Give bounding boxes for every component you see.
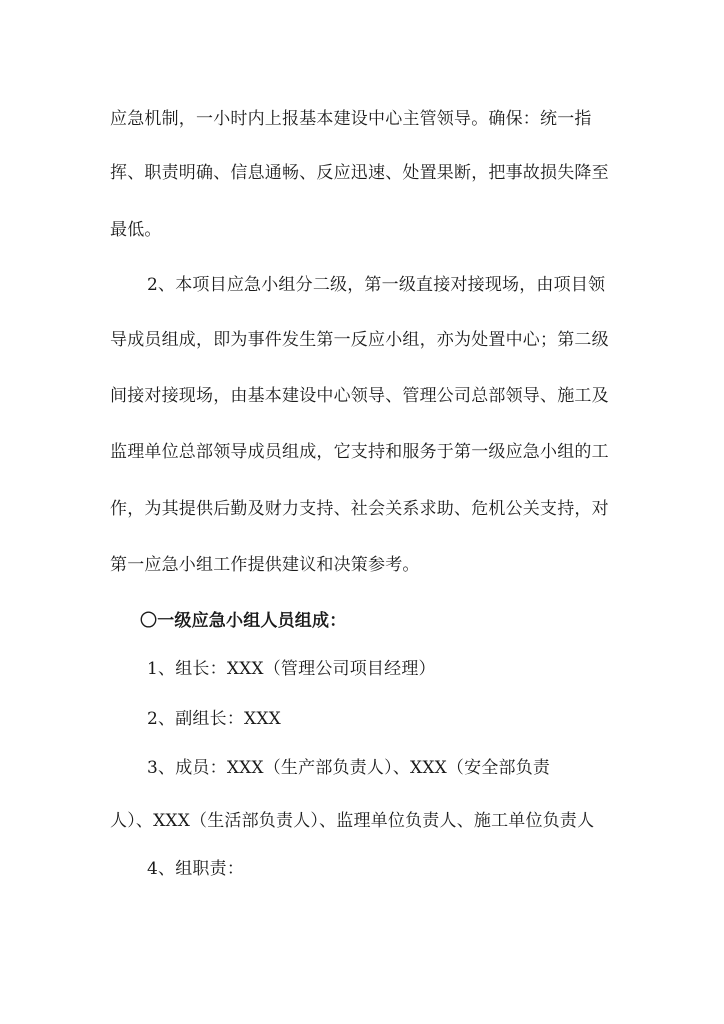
text-line: 挥、职责明确、信息通畅、反应迅速、处置果断，把事故损失降至	[110, 163, 609, 183]
list-item: 2、副组长：XXX	[147, 709, 281, 729]
list-item: 3、成员：XXX（生产部负责人）、XXX（安全部负责	[147, 758, 551, 778]
text-line: 应急机制，一小时内上报基本建设中心主管领导。确保：统一指	[110, 109, 592, 129]
text-line: 作，为其提供后勤及财力支持、社会关系求助、危机公关支持，对	[110, 499, 609, 519]
text-line: 监理单位总部领导成员组成，它支持和服务于第一级应急小组的工	[110, 442, 609, 462]
text-line: 间接对接现场，由基本建设中心领导、管理公司总部领导、施工及	[110, 386, 609, 406]
list-item: 4、组职责：	[147, 859, 245, 879]
list-item: 人）、XXX（生活部负责人）、监理单位负责人、施工单位负责人	[110, 811, 595, 831]
text-line: 导成员组成，即为事件发生第一反应小组，亦为处置中心；第二级	[110, 330, 609, 350]
text-line: 最低。	[110, 220, 162, 240]
text-line: 2、本项目应急小组分二级，第一级直接对接现场，由项目领	[147, 275, 606, 295]
text-line: 第一应急小组工作提供建议和决策参考。	[110, 555, 420, 575]
section-heading: 〇一级应急小组人员组成：	[140, 611, 347, 631]
list-item: 1、组长：XXX（管理公司项目经理）	[147, 659, 436, 679]
